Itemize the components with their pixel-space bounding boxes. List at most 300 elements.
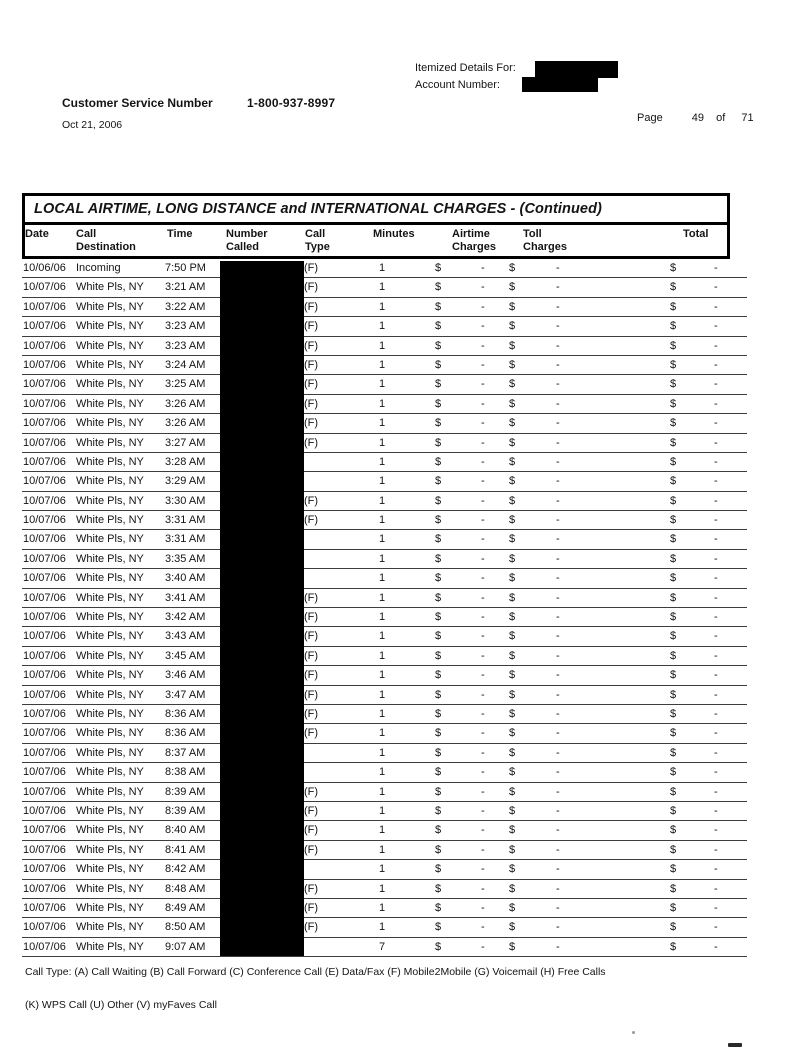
cell-airtime-value: - [481,901,485,914]
table-row [22,530,747,549]
statement-date: Oct 21, 2006 [62,119,123,131]
cell-call-type: (F) [304,397,319,410]
table-row [22,259,747,278]
redaction-box-name [535,61,618,78]
column-header-time: Time [167,228,193,240]
cell-total-value: - [714,669,718,682]
cell-airtime-symbol: $ [435,669,442,682]
cell-time: 8:38 AM [165,766,206,779]
cell-time: 3:29 AM [165,475,206,488]
cell-destination: White Pls, NY [76,901,144,914]
cell-toll-value: - [556,863,560,876]
cell-destination: White Pls, NY [76,572,144,585]
cell-time: 3:28 AM [165,455,206,468]
cell-time: 3:35 AM [165,552,206,565]
charges-table-header-box [22,193,730,259]
cell-airtime-value: - [481,494,485,507]
cell-airtime-value: - [481,533,485,546]
cell-toll-symbol: $ [509,766,516,779]
cell-date: 10/07/06 [23,882,66,895]
cell-minutes: 1 [378,397,386,410]
cell-toll-symbol: $ [509,843,516,856]
cell-toll-value: - [556,746,560,759]
cell-toll-value: - [556,921,560,934]
cell-toll-symbol: $ [509,804,516,817]
cell-time: 3:31 AM [165,533,206,546]
cell-toll-value: - [556,630,560,643]
cell-time: 8:50 AM [165,921,206,934]
cell-airtime-symbol: $ [435,320,442,333]
cell-date: 10/07/06 [23,494,66,507]
cell-date: 10/07/06 [23,300,66,313]
cell-destination: White Pls, NY [76,921,144,934]
table-row [22,569,747,588]
cell-toll-value: - [556,766,560,779]
cell-time: 3:21 AM [165,281,206,294]
cell-total-symbol: $ [670,397,677,410]
cell-airtime-value: - [481,552,485,565]
cell-time: 3:45 AM [165,649,206,662]
cell-call-type: (F) [304,785,319,798]
cell-toll-symbol: $ [509,475,516,488]
table-row [22,278,747,297]
cell-toll-value: - [556,494,560,507]
cell-time: 8:42 AM [165,863,206,876]
cell-date: 10/07/06 [23,533,66,546]
cell-time: 3:26 AM [165,397,206,410]
cell-toll-value: - [556,669,560,682]
cell-airtime-value: - [481,863,485,876]
cell-airtime-symbol: $ [435,262,442,274]
cell-toll-symbol: $ [509,572,516,585]
cell-minutes: 7 [378,940,386,953]
cell-destination: White Pls, NY [76,320,144,333]
table-row [22,647,747,666]
cell-call-type: (F) [304,824,319,837]
cell-total-symbol: $ [670,378,677,391]
cell-total-value: - [714,572,718,585]
cell-airtime-symbol: $ [435,572,442,585]
cell-airtime-value: - [481,436,485,449]
cell-toll-value: - [556,533,560,546]
cell-airtime-symbol: $ [435,766,442,779]
cell-total-value: - [714,417,718,430]
cell-airtime-value: - [481,572,485,585]
table-row [22,627,747,646]
cell-minutes: 1 [378,358,386,371]
cell-date: 10/07/06 [23,358,66,371]
cell-total-value: - [714,630,718,643]
cell-date: 10/07/06 [23,727,66,740]
cell-time: 3:47 AM [165,688,206,701]
cell-total-symbol: $ [670,455,677,468]
column-header-date: Date [25,228,49,240]
scan-artifact-dash [728,1043,742,1047]
cell-toll-symbol: $ [509,514,516,527]
cell-total-value: - [714,843,718,856]
cell-date: 10/07/06 [23,417,66,430]
cell-destination: White Pls, NY [76,688,144,701]
cell-time: 3:24 AM [165,358,206,371]
cell-airtime-value: - [481,746,485,759]
cell-total-symbol: $ [670,611,677,624]
cell-call-type: (F) [304,494,319,507]
cell-call-type: (F) [304,417,319,430]
cell-date: 10/07/06 [23,746,66,759]
cell-date: 10/07/06 [23,611,66,624]
cell-minutes: 1 [378,766,386,779]
column-header-call-type: Call Type [305,228,330,253]
table-row [22,686,747,705]
cell-toll-value: - [556,804,560,817]
cell-airtime-value: - [481,611,485,624]
cell-destination: White Pls, NY [76,281,144,294]
column-header-minutes: Minutes [373,228,415,240]
cell-total-value: - [714,746,718,759]
cell-airtime-symbol: $ [435,378,442,391]
cell-call-type: (F) [304,436,319,449]
cell-airtime-value: - [481,630,485,643]
cell-date: 10/07/06 [23,436,66,449]
cell-time: 8:36 AM [165,727,206,740]
cell-total-value: - [714,320,718,333]
cell-total-value: - [714,901,718,914]
cell-toll-value: - [556,358,560,371]
cell-airtime-symbol: $ [435,397,442,410]
itemized-details-label: Itemized Details For: [415,62,516,74]
table-row [22,705,747,724]
cell-date: 10/07/06 [23,688,66,701]
cell-date: 10/07/06 [23,339,66,352]
cell-toll-value: - [556,436,560,449]
cell-time: 3:40 AM [165,572,206,585]
cell-destination: White Pls, NY [76,707,144,720]
cell-time: 3:23 AM [165,339,206,352]
call-detail-rows [22,259,747,957]
cell-time: 9:07 AM [165,940,206,953]
table-row [22,860,747,879]
cell-date: 10/07/06 [23,766,66,779]
cell-date: 10/07/06 [23,455,66,468]
page-total: 71 [741,112,754,124]
cell-toll-symbol: $ [509,824,516,837]
cell-total-value: - [714,436,718,449]
cell-call-type: (F) [304,611,319,624]
cell-total-value: - [714,766,718,779]
cell-call-type: (F) [304,300,319,313]
cell-toll-symbol: $ [509,533,516,546]
cell-call-type: (F) [304,707,319,720]
cell-total-symbol: $ [670,669,677,682]
cell-total-value: - [714,824,718,837]
cell-minutes: 1 [378,649,386,662]
cell-date: 10/07/06 [23,901,66,914]
cell-total-symbol: $ [670,552,677,565]
cell-toll-symbol: $ [509,863,516,876]
page-indicator [637,112,754,124]
cell-toll-value: - [556,611,560,624]
cell-time: 3:42 AM [165,611,206,624]
cell-minutes: 1 [378,533,386,546]
cell-total-symbol: $ [670,436,677,449]
cell-destination: White Pls, NY [76,455,144,468]
cell-time: 3:31 AM [165,514,206,527]
redaction-box-account [522,77,598,92]
cell-airtime-value: - [481,397,485,410]
table-row [22,298,747,317]
cell-airtime-symbol: $ [435,611,442,624]
table-row [22,414,747,433]
cell-toll-symbol: $ [509,611,516,624]
cell-date: 10/07/06 [23,824,66,837]
cell-destination: White Pls, NY [76,766,144,779]
table-row [22,880,747,899]
cell-time: 3:23 AM [165,320,206,333]
cell-date: 10/07/06 [23,281,66,294]
cell-total-value: - [714,940,718,953]
cell-minutes: 1 [378,417,386,430]
cell-destination: White Pls, NY [76,727,144,740]
cell-toll-symbol: $ [509,785,516,798]
cell-destination: White Pls, NY [76,300,144,313]
cell-toll-value: - [556,514,560,527]
cell-toll-value: - [556,824,560,837]
cell-airtime-symbol: $ [435,940,442,953]
cell-minutes: 1 [378,746,386,759]
cell-airtime-value: - [481,320,485,333]
customer-service-label: Customer Service Number [62,96,213,110]
call-type-legend-line2: (K) WPS Call (U) Other (V) myFaves Call [25,999,217,1011]
cell-airtime-symbol: $ [435,358,442,371]
cell-call-type: (F) [304,378,319,391]
table-row [22,511,747,530]
cell-minutes: 1 [378,804,386,817]
cell-time: 3:46 AM [165,669,206,682]
cell-destination: White Pls, NY [76,494,144,507]
cell-destination: White Pls, NY [76,378,144,391]
cell-airtime-value: - [481,514,485,527]
cell-total-symbol: $ [670,358,677,371]
cell-minutes: 1 [378,630,386,643]
table-row [22,608,747,627]
cell-airtime-symbol: $ [435,843,442,856]
cell-total-symbol: $ [670,572,677,585]
cell-time: 8:49 AM [165,901,206,914]
page-of-label: of [716,112,726,124]
cell-call-type: (F) [304,688,319,701]
cell-airtime-symbol: $ [435,863,442,876]
cell-minutes: 1 [378,669,386,682]
table-row [22,763,747,782]
cell-toll-symbol: $ [509,630,516,643]
cell-total-symbol: $ [670,514,677,527]
cell-airtime-symbol: $ [435,455,442,468]
cell-toll-symbol: $ [509,746,516,759]
cell-total-value: - [714,688,718,701]
cell-destination: White Pls, NY [76,804,144,817]
cell-airtime-symbol: $ [435,339,442,352]
cell-toll-symbol: $ [509,494,516,507]
cell-total-value: - [714,300,718,313]
cell-date: 10/07/06 [23,572,66,585]
cell-airtime-value: - [481,882,485,895]
cell-date: 10/07/06 [23,804,66,817]
cell-total-value: - [714,921,718,934]
cell-toll-value: - [556,572,560,585]
cell-minutes: 1 [378,921,386,934]
cell-minutes: 1 [378,863,386,876]
column-header-number-called: Number Called [226,228,268,253]
cell-destination: White Pls, NY [76,417,144,430]
cell-airtime-symbol: $ [435,746,442,759]
cell-toll-value: - [556,785,560,798]
cell-call-type: (F) [304,591,319,604]
cell-time: 3:26 AM [165,417,206,430]
cell-call-type: (F) [304,669,319,682]
cell-call-type: (F) [304,843,319,856]
cell-destination: White Pls, NY [76,940,144,953]
cell-call-type: (F) [304,320,319,333]
table-row [22,453,747,472]
cell-call-type: (F) [304,901,319,914]
cell-toll-symbol: $ [509,921,516,934]
cell-minutes: 1 [378,707,386,720]
cell-toll-value: - [556,455,560,468]
cell-airtime-symbol: $ [435,417,442,430]
cell-toll-symbol: $ [509,669,516,682]
cell-toll-symbol: $ [509,727,516,740]
cell-minutes: 1 [378,843,386,856]
cell-time: 3:22 AM [165,300,206,313]
cell-total-symbol: $ [670,475,677,488]
cell-destination: White Pls, NY [76,785,144,798]
cell-total-value: - [714,552,718,565]
cell-toll-symbol: $ [509,649,516,662]
cell-toll-symbol: $ [509,320,516,333]
cell-toll-value: - [556,940,560,953]
cell-destination: White Pls, NY [76,533,144,546]
cell-time: 8:37 AM [165,746,206,759]
call-type-legend-line1: Call Type: (A) Call Waiting (B) Call Forward (C) Conference Call (E) Data/Fax (F) Mobile2Mobile (G) Voicemail (H) Free Calls [25,966,606,978]
cell-toll-value: - [556,901,560,914]
cell-total-symbol: $ [670,533,677,546]
cell-total-symbol: $ [670,940,677,953]
account-number-label: Account Number: [415,79,500,91]
cell-minutes: 1 [378,494,386,507]
cell-airtime-symbol: $ [435,630,442,643]
cell-time: 3:27 AM [165,436,206,449]
cell-total-value: - [714,262,718,274]
cell-airtime-value: - [481,940,485,953]
cell-toll-value: - [556,688,560,701]
cell-date: 10/07/06 [23,921,66,934]
cell-airtime-value: - [481,727,485,740]
column-header-total: Total [683,228,709,240]
cell-call-type: (F) [304,882,319,895]
cell-total-symbol: $ [670,320,677,333]
cell-toll-symbol: $ [509,707,516,720]
cell-time: 8:39 AM [165,804,206,817]
cell-airtime-symbol: $ [435,533,442,546]
cell-total-symbol: $ [670,688,677,701]
table-title-row [25,196,727,225]
cell-minutes: 1 [378,727,386,740]
cell-destination: White Pls, NY [76,397,144,410]
cell-minutes: 1 [378,262,386,274]
cell-airtime-symbol: $ [435,727,442,740]
cell-airtime-value: - [481,591,485,604]
cell-date: 10/07/06 [23,514,66,527]
cell-call-type: (F) [304,921,319,934]
cell-date: 10/07/06 [23,591,66,604]
cell-total-symbol: $ [670,727,677,740]
cell-time: 8:40 AM [165,824,206,837]
cell-airtime-value: - [481,281,485,294]
cell-airtime-value: - [481,262,485,274]
table-row [22,666,747,685]
cell-destination: White Pls, NY [76,649,144,662]
cell-airtime-value: - [481,804,485,817]
column-header-airtime-charges: Airtime Charges [452,228,497,253]
page-label: Page [637,112,663,124]
page-current: 49 [691,112,705,124]
cell-airtime-symbol: $ [435,882,442,895]
redaction-bar-number-called [220,261,304,956]
cell-time: 8:36 AM [165,707,206,720]
cell-airtime-symbol: $ [435,475,442,488]
cell-minutes: 1 [378,785,386,798]
cell-time: 3:25 AM [165,378,206,391]
cell-minutes: 1 [378,455,386,468]
cell-airtime-symbol: $ [435,552,442,565]
cell-airtime-value: - [481,921,485,934]
cell-date: 10/07/06 [23,649,66,662]
cell-date: 10/06/06 [23,262,66,274]
cell-date: 10/07/06 [23,863,66,876]
cell-call-type: (F) [304,339,319,352]
cell-time: 3:41 AM [165,591,206,604]
table-title: LOCAL AIRTIME, LONG DISTANCE and INTERNATIONAL CHARGES - (Continued) [34,201,602,217]
cell-total-symbol: $ [670,339,677,352]
cell-airtime-symbol: $ [435,824,442,837]
cell-destination: White Pls, NY [76,611,144,624]
cell-total-symbol: $ [670,804,677,817]
table-row [22,783,747,802]
cell-airtime-value: - [481,843,485,856]
cell-call-type: (F) [304,514,319,527]
cell-toll-value: - [556,339,560,352]
cell-airtime-value: - [481,475,485,488]
cell-airtime-symbol: $ [435,281,442,294]
column-header-call-destination: Call Destination [76,228,136,253]
cell-minutes: 1 [378,552,386,565]
cell-toll-value: - [556,649,560,662]
cell-date: 10/07/06 [23,552,66,565]
cell-total-value: - [714,533,718,546]
cell-airtime-symbol: $ [435,514,442,527]
cell-total-value: - [714,727,718,740]
cell-total-value: - [714,649,718,662]
cell-minutes: 1 [378,611,386,624]
cell-total-value: - [714,339,718,352]
cell-total-value: - [714,494,718,507]
cell-minutes: 1 [378,436,386,449]
cell-total-value: - [714,455,718,468]
cell-toll-value: - [556,727,560,740]
cell-airtime-value: - [481,707,485,720]
cell-call-type: (F) [304,727,319,740]
cell-toll-value: - [556,475,560,488]
